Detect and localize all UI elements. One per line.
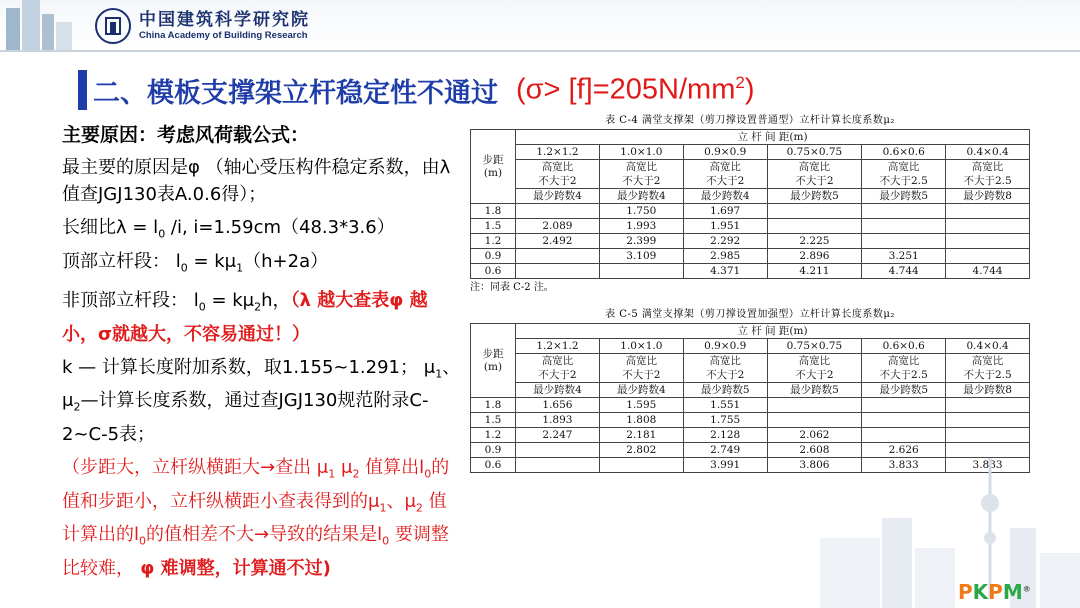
ratio-label: 高宽比 [862, 354, 946, 369]
min-span-row [471, 383, 1030, 398]
coefficient-cell: 2.225 [767, 234, 862, 249]
ratio-label: 高宽比 [767, 354, 862, 369]
header-divider [0, 50, 1080, 52]
coefficient-cell: 1.993 [599, 219, 683, 234]
span-header: 0.75×0.75 [767, 145, 862, 160]
coefficient-cell [516, 443, 600, 458]
min-span-count: 最少跨数4 [683, 189, 767, 204]
span-header: 0.4×0.4 [946, 145, 1030, 160]
step-value: 0.6 [471, 264, 516, 279]
span-header: 1.2×1.2 [516, 145, 600, 160]
city-skyline-decoration [820, 398, 1080, 608]
min-span-count: 最少跨数5 [767, 189, 862, 204]
min-span-count: 最少跨数4 [599, 189, 683, 204]
ratio-label: 高宽比 [767, 160, 862, 175]
min-span-count: 最少跨数4 [516, 383, 600, 398]
span-header: 0.75×0.75 [767, 339, 862, 354]
span-header: 0.6×0.6 [862, 145, 946, 160]
coefficient-cell: 4.371 [683, 264, 767, 279]
ratio-limit: 不大于2 [599, 368, 683, 383]
k-coefficient-note: k — 计算长度附加系数，取1.155~1.291； $\mu_1$、$\mu_2—$计算长度系数，通过查JGJ130规范附录C-2~C-5表； [62, 356, 461, 445]
coefficient-cell: 3.833 [946, 458, 1030, 473]
ratio-label: 高宽比 [683, 354, 767, 369]
coefficient-cell: 1.951 [683, 219, 767, 234]
coefficient-cell [946, 219, 1030, 234]
ratio-label: 高宽比 [516, 160, 600, 175]
span-header: 0.4×0.4 [946, 339, 1030, 354]
ratio-limit: 不大于2.5 [946, 174, 1030, 189]
coefficient-cell [862, 234, 946, 249]
coefficient-cell: 2.626 [862, 443, 946, 458]
coefficient-table [470, 129, 1030, 279]
table-row [471, 204, 1030, 219]
min-span-row [471, 189, 1030, 204]
building-decoration [0, 0, 80, 50]
coefficient-cell [862, 204, 946, 219]
coefficient-cell: 3.806 [767, 458, 862, 473]
ratio-limit: 不大于2 [516, 368, 600, 383]
coefficient-cell: 3.833 [862, 458, 946, 473]
coefficient-cell: 4.211 [767, 264, 862, 279]
ratio-limit: 不大于2 [599, 174, 683, 189]
span-group-header: 立 杆 间 距(m) [516, 130, 1030, 145]
coefficient-cell [767, 204, 862, 219]
pkpm-logo: PKPM® [958, 580, 1031, 604]
coefficient-cell: 2.399 [599, 234, 683, 249]
coefficient-cell [599, 264, 683, 279]
coefficient-cell [946, 249, 1030, 264]
slide-title [78, 70, 755, 110]
coefficient-cell [516, 249, 600, 264]
table-row [471, 234, 1030, 249]
coefficient-cell [516, 204, 600, 219]
table-caption: 表 C-4 满堂支撑架（剪刀撑设置普通型）立杆计算长度系数μ₂ [605, 115, 895, 126]
coefficient-cell: 2.128 [683, 428, 767, 443]
min-span-count: 最少跨数8 [946, 383, 1030, 398]
ratio-limit: 不大于2.5 [862, 368, 946, 383]
table-note: 注：同表 C-2 注。 [470, 282, 554, 293]
coefficient-cell: 2.292 [683, 234, 767, 249]
ratio-limit: 不大于2.5 [946, 368, 1030, 383]
coefficient-cell: 2.896 [767, 249, 862, 264]
title-formula: $(\sigma> [f]=205N/mm^2)$ [516, 73, 755, 106]
ratio-label-row [471, 354, 1030, 369]
ratio-label: 高宽比 [599, 354, 683, 369]
span-header: 0.9×0.9 [683, 145, 767, 160]
coefficient-cell [516, 458, 600, 473]
ratio-label: 高宽比 [946, 160, 1030, 175]
coefficient-cell: 2.247 [516, 428, 600, 443]
slenderness-formula: 长细比$\lambda = l_0$ /i, i=1.59cm（48.3*3.6） [62, 217, 395, 241]
coefficient-cell: 1.750 [599, 204, 683, 219]
coefficient-cell: 2.492 [516, 234, 600, 249]
coefficient-cell: 4.744 [946, 264, 1030, 279]
min-span-count: 最少跨数8 [946, 189, 1030, 204]
coefficient-cell: 1.656 [516, 398, 600, 413]
span-header-row [471, 145, 1030, 160]
min-span-count: 最少跨数5 [683, 383, 767, 398]
step-header: 步距 (m) [471, 130, 516, 204]
step-value: 1.5 [471, 413, 516, 428]
span-header-row [471, 339, 1030, 354]
coefficient-cell [862, 219, 946, 234]
table-c4 [470, 113, 1030, 297]
coefficient-cell: 2.608 [767, 443, 862, 458]
step-value: 1.8 [471, 204, 516, 219]
header-bar [0, 0, 1080, 50]
ratio-label: 高宽比 [683, 160, 767, 175]
explanation-text [62, 122, 462, 582]
ratio-label: 高宽比 [946, 354, 1030, 369]
reason-heading: 主要原因：考虑风荷载公式： [62, 124, 310, 146]
academy-logo [95, 8, 310, 44]
span-group-header: 立 杆 间 距(m) [516, 324, 1030, 339]
coefficient-cell: 1.755 [683, 413, 767, 428]
coefficient-cell: 1.808 [599, 413, 683, 428]
coefficient-cell: 1.697 [683, 204, 767, 219]
coefficient-cell [767, 219, 862, 234]
span-header: 1.2×1.2 [516, 339, 600, 354]
coefficient-cell: 1.551 [683, 398, 767, 413]
step-value: 0.9 [471, 443, 516, 458]
step-value: 0.6 [471, 458, 516, 473]
coefficient-cell [599, 458, 683, 473]
ratio-limit: 不大于2 [767, 368, 862, 383]
academy-name-en: China Academy of Building Research [139, 30, 308, 41]
step-value: 1.2 [471, 428, 516, 443]
coefficient-cell [946, 234, 1030, 249]
ratio-label: 高宽比 [516, 354, 600, 369]
academy-name-cn: 中国建筑科学研究院 [139, 10, 310, 30]
table-row [471, 264, 1030, 279]
table-row [471, 249, 1030, 264]
coefficient-cell: 3.991 [683, 458, 767, 473]
title-main-text: 二、模板支撑架立杆稳定性不通过 [93, 77, 498, 109]
top-segment-formula: 顶部立杆段： $l_0 = k\mu_1(h+2a)$ [62, 250, 329, 275]
min-span-count: 最少跨数5 [862, 189, 946, 204]
ratio-label-row [471, 160, 1030, 175]
span-header: 1.0×1.0 [599, 145, 683, 160]
step-value: 1.5 [471, 219, 516, 234]
ratio-limit: 不大于2 [767, 174, 862, 189]
step-value: 1.8 [471, 398, 516, 413]
coefficient-cell: 2.985 [683, 249, 767, 264]
adjustment-difficulty-note: （步距大，立杆纵横距大→查出 $\mu_1$ $\mu_2$ 值算出$l_0$的值和步距小，立杆纵横距小查表得到的$\mu_1$、$\mu_2$ 值计算出的$l_0$的值相差不大→导致的结果是$l_0$ 要调整比较难， φ 难调整，计算通不过) [62, 456, 450, 579]
ratio-limit: 不大于2 [683, 368, 767, 383]
table-header-row [471, 324, 1030, 339]
phi-explanation: 最主要的原因是φ （轴心受压构件稳定系数，由λ 值查JGJ130表A.0.6得）； [62, 157, 451, 205]
table-row [471, 219, 1030, 234]
ratio-label: 高宽比 [862, 160, 946, 175]
step-header: 步距 (m) [471, 324, 516, 398]
min-span-count: 最少跨数5 [862, 383, 946, 398]
ratio-limit: 不大于2 [516, 174, 600, 189]
step-value: 0.9 [471, 249, 516, 264]
ratio-limit: 不大于2.5 [862, 174, 946, 189]
coefficient-cell: 1.595 [599, 398, 683, 413]
coefficient-cell: 2.181 [599, 428, 683, 443]
min-span-count: 最少跨数4 [599, 383, 683, 398]
span-header: 0.9×0.9 [683, 339, 767, 354]
coefficient-cell: 2.089 [516, 219, 600, 234]
ratio-limit: 不大于2 [683, 174, 767, 189]
coefficient-cell: 1.893 [516, 413, 600, 428]
span-header: 0.6×0.6 [862, 339, 946, 354]
non-top-segment-formula: 非顶部立杆段： $l_0 = k\mu_2h$，（λ 越大查表φ 越小，σ就越大，不容易通过！） [62, 290, 428, 345]
min-span-count: 最少跨数4 [516, 189, 600, 204]
ratio-limit-row [471, 368, 1030, 383]
coefficient-cell: 2.062 [767, 428, 862, 443]
title-accent-bar [78, 70, 87, 110]
coefficient-cell: 4.744 [862, 264, 946, 279]
min-span-count: 最少跨数5 [767, 383, 862, 398]
coefficient-cell: 3.251 [862, 249, 946, 264]
coefficient-cell [516, 264, 600, 279]
ratio-label: 高宽比 [599, 160, 683, 175]
coefficient-cell: 2.802 [599, 443, 683, 458]
step-value: 1.2 [471, 234, 516, 249]
table-caption: 表 C-5 满堂支撑架（剪刀撑设置加强型）立杆计算长度系数μ₂ [605, 309, 895, 320]
ratio-limit-row [471, 174, 1030, 189]
span-header: 1.0×1.0 [599, 339, 683, 354]
table-header-row [471, 130, 1030, 145]
coefficient-cell: 2.749 [683, 443, 767, 458]
academy-emblem-icon [95, 8, 131, 44]
coefficient-cell [946, 204, 1030, 219]
coefficient-cell: 3.109 [599, 249, 683, 264]
